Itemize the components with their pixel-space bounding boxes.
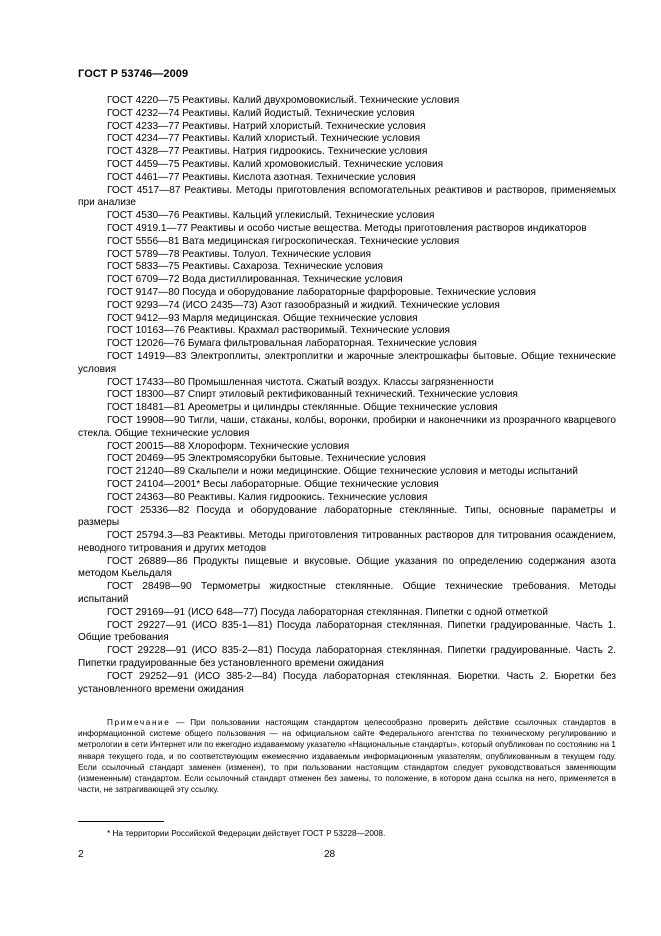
reference-entry: ГОСТ 25794.3—83 Реактивы. Методы приготовления титрованных растворов для титрования осаждением, неводного титрования и других методов	[78, 530, 616, 554]
reference-entry: ГОСТ 5789—78 Реактивы. Толуол. Технические условия	[107, 248, 371, 260]
reference-entry: ГОСТ 10163—76 Реактивы. Крахмал растворимый. Технические условия	[107, 325, 450, 337]
reference-entry: ГОСТ 18481—81 Ареометры и цилиндры стеклянные. Общие технические условия	[107, 402, 498, 414]
reference-entry: ГОСТ 20469—95 Электромясорубки бытовые. Технические условия	[107, 453, 426, 465]
reference-entry: ГОСТ 24104—2001* Весы лабораторные. Общие технические условия	[107, 478, 439, 490]
reference-entry: ГОСТ 29228—91 (ИСО 835-2—81) Посуда лабораторная стеклянная. Пипетки градуированные. Часть 2. Пипетки градуированные без установленного времени ожидания	[78, 645, 616, 670]
reference-entry: ГОСТ 4328—77 Реактивы. Натрия гидроокись. Технические условия	[107, 146, 428, 158]
reference-entry: ГОСТ 29169—91 (ИСО 648—77) Посуда лабораторная стеклянная. Пипетки с одной отметкой	[107, 606, 548, 618]
note-label: Примечание	[107, 718, 171, 727]
reference-entry: ГОСТ 28498—90 Термометры жидкостные стеклянные. Общие технические требования. Методы испытаний	[78, 581, 616, 606]
document-header: ГОСТ Р 53746—2009	[78, 68, 189, 80]
reference-entry: ГОСТ 14919—83 Электроплиты, электроплитки и жарочные электрошкафы бытовые. Общие технические условия	[78, 350, 616, 375]
reference-entry: ГОСТ 21240—89 Скальпели и ножи медицинские. Общие технические условия и методы испытаний	[107, 466, 578, 478]
reference-entry: ГОСТ 4919.1—77 Реактивы и особо чистые вещества. Методы приготовления растворов индикаторов	[107, 222, 587, 234]
reference-entry: ГОСТ 4234—77 Реактивы. Калий хлористый. Технические условия	[107, 133, 421, 145]
footnote-divider	[78, 821, 164, 822]
reference-entry: ГОСТ 5556—81 Вата медицинская гигроскопическая. Технические условия	[107, 235, 460, 247]
total-page-number: 28	[324, 849, 336, 860]
reference-entry: ГОСТ 26889—86 Продукты пищевые и вкусовые. Общие указания по определению содержания азота методом Кьельдаля	[78, 555, 616, 580]
reference-entry: ГОСТ 4233—77 Реактивы. Натрий хлористый. Технические условия	[107, 120, 426, 132]
page-number: 2	[78, 849, 84, 860]
reference-entry: ГОСТ 18300—87 Спирт этиловый ректификованный технический. Технические условия	[107, 389, 518, 401]
reference-entry: ГОСТ 4220—75 Реактивы. Калий двухромовокислый. Технические условия	[107, 95, 460, 106]
reference-entry: ГОСТ 17433—80 Промышленная чистота. Сжатый воздух. Классы загрязненности	[107, 376, 494, 388]
reference-entry: ГОСТ 9293—74 (ИСО 2435—73) Азот газообразный и жидкий. Технические условия	[107, 299, 500, 311]
reference-entry: ГОСТ 6709—72 Вода дистиллированная. Технические условия	[107, 274, 403, 286]
reference-entry: ГОСТ 12026—76 Бумага фильтровальная лабораторная. Технические условия	[107, 338, 477, 350]
reference-entry: ГОСТ 25336—82 Посуда и оборудование лабораторные стеклянные. Типы, основные параметры и размеры	[78, 504, 616, 529]
reference-entry: ГОСТ 29227—91 (ИСО 835-1—81) Посуда лабораторная стеклянная. Пипетки градуированные. Часть 1. Общие требования	[78, 619, 616, 644]
reference-entry: ГОСТ 9147—80 Посуда и оборудование лабораторные фарфоровые. Технические условия	[107, 286, 536, 298]
reference-entry: ГОСТ 19908—90 Тигли, чаши, стаканы, колбы, воронки, пробирки и наконечники из прозрачного кварцевого стекла. Общие технические условия	[78, 414, 616, 439]
reference-entry: ГОСТ 20015—88 Хлороформ. Технические условия	[107, 440, 350, 452]
reference-entry: ГОСТ 9412—93 Марля медицинская. Общие технические условия	[107, 312, 418, 324]
reference-entry: ГОСТ 24363—80 Реактивы. Калия гидроокись. Технические условия	[107, 491, 428, 503]
reference-entry: ГОСТ 4232—74 Реактивы. Калий йодистый. Технические условия	[107, 107, 415, 119]
reference-entry: ГОСТ 29252—91 (ИСО 385-2—84) Посуда лабораторная стеклянная. Бюретки. Часть 2. Бюретки без установленного времени ожидания	[78, 670, 616, 695]
reference-entry: ГОСТ 4530—76 Реактивы. Кальций углекислый. Технические условия	[107, 210, 435, 222]
reference-entry: ГОСТ 4517—87 Реактивы. Методы приготовления вспомогательных реактивов и растворов, применяемых при анализе	[78, 184, 616, 209]
note-paragraph	[78, 717, 616, 795]
reference-entry: ГОСТ 4461—77 Реактивы. Кислота азотная. Технические условия	[107, 171, 416, 183]
footnote: * На территории Российской Федерации действует ГОСТ Р 53228—2008.	[107, 829, 386, 838]
reference-entry: ГОСТ 5833—75 Реактивы. Сахароза. Технические условия	[107, 261, 384, 273]
note-text: — При пользовании настоящим стандартом целесообразно проверить действие ссылочных стандартов в информационной системе общего пользования — на официальном сайте Федерального агентства по техническому регулированию и метрологии в сети Интернет или по ежегодно издаваемому указателю «Национальные стандарты», который опубликован по состоянию на 1 января текущего года, и по соответствующим ежемесячно издаваемым информационным указателям, опубликованным в текущем году. Если ссылочный стандарт заменен (изменен), то при пользовании настоящим стандартом следует руководствоваться заменяющим (измененным) стандартом. Если ссылочный стандарт отменен без замены, то положение, в котором дана ссылка на него, применяется в части, не затрагивающей эту ссылку.	[78, 718, 616, 795]
normative-references-list	[78, 95, 616, 696]
reference-entry: ГОСТ 4459—75 Реактивы. Калий хромовокислый. Технические условия	[107, 158, 444, 170]
